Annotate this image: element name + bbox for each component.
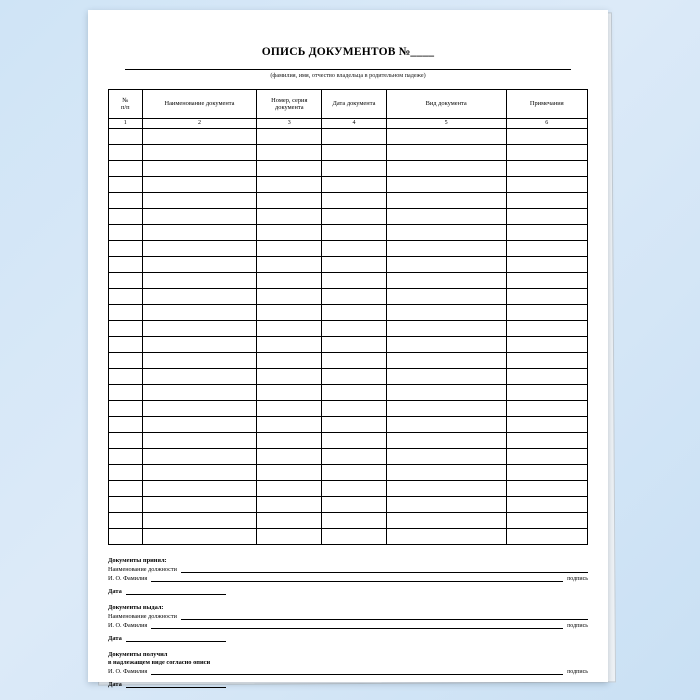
table-cell[interactable] [109, 369, 143, 385]
table-cell[interactable] [109, 481, 143, 497]
col-header-doc-date-text: Дата документа [332, 100, 376, 108]
table-cell[interactable] [257, 449, 322, 465]
table-cell[interactable] [109, 145, 143, 161]
table-row[interactable] [109, 353, 588, 369]
table-cell[interactable] [386, 385, 506, 401]
table-cell[interactable] [506, 241, 587, 257]
col-number-5: 5 [386, 119, 506, 129]
table-cell[interactable] [506, 321, 587, 337]
table-cell[interactable] [109, 193, 143, 209]
table-cell[interactable] [386, 225, 506, 241]
table-cell[interactable] [322, 337, 387, 353]
table-cell[interactable] [506, 513, 587, 529]
col-header-doc-name [142, 90, 257, 119]
date-field-row [108, 634, 588, 642]
table-row[interactable] [109, 193, 588, 209]
table-cell[interactable] [257, 225, 322, 241]
table-cell[interactable] [257, 513, 322, 529]
table-cell[interactable] [386, 241, 506, 257]
table-cell[interactable] [322, 481, 387, 497]
signature-block-title: Документы получил [108, 651, 168, 658]
table-cell[interactable] [322, 417, 387, 433]
signature-field-row [108, 667, 588, 675]
table-cell[interactable] [109, 257, 143, 273]
table-cell[interactable] [257, 481, 322, 497]
table-cell[interactable] [322, 433, 387, 449]
table-cell[interactable] [506, 305, 587, 321]
signature-field-row [108, 574, 588, 582]
table-row[interactable] [109, 529, 588, 545]
col-header-doc-name-text: Наименование документа [164, 100, 235, 108]
table-cell[interactable] [386, 305, 506, 321]
table-row[interactable] [109, 481, 588, 497]
table-header-row [109, 90, 588, 119]
table-row[interactable] [109, 433, 588, 449]
table-row[interactable] [109, 497, 588, 513]
date-field-line[interactable] [126, 587, 226, 595]
table-cell[interactable] [386, 193, 506, 209]
table-cell[interactable] [386, 401, 506, 417]
documents-table [108, 89, 588, 545]
table-cell[interactable] [142, 417, 257, 433]
table-row[interactable] [109, 161, 588, 177]
table-cell[interactable] [109, 321, 143, 337]
table-cell[interactable] [506, 449, 587, 465]
table-cell[interactable] [322, 209, 387, 225]
table-cell[interactable] [322, 193, 387, 209]
table-cell[interactable] [506, 129, 587, 145]
table-cell[interactable] [322, 129, 387, 145]
col-header-number-text: № п/п [120, 96, 130, 111]
table-cell[interactable] [386, 513, 506, 529]
col-number-4: 4 [322, 119, 387, 129]
date-field-line[interactable] [126, 634, 226, 642]
table-cell[interactable] [109, 129, 143, 145]
col-header-number [109, 90, 143, 119]
table-cell[interactable] [386, 465, 506, 481]
table-cell[interactable] [506, 433, 587, 449]
table-cell[interactable] [109, 497, 143, 513]
table-cell[interactable] [386, 321, 506, 337]
table-cell[interactable] [386, 353, 506, 369]
signature-field-label: Наименование должности [108, 613, 177, 620]
table-cell[interactable] [322, 449, 387, 465]
table-cell[interactable] [506, 417, 587, 433]
table-cell[interactable] [322, 401, 387, 417]
table-cell[interactable] [322, 273, 387, 289]
table-cell[interactable] [257, 369, 322, 385]
table-cell[interactable] [109, 241, 143, 257]
signature-field-line[interactable] [181, 612, 588, 620]
table-cell[interactable] [142, 385, 257, 401]
table-cell[interactable] [506, 401, 587, 417]
table-cell[interactable] [386, 289, 506, 305]
table-cell[interactable] [322, 161, 387, 177]
col-header-doc-series-text: Номер, серия документа [271, 96, 308, 111]
table-cell[interactable] [257, 241, 322, 257]
date-field-label: Дата [108, 588, 122, 595]
table-cell[interactable] [386, 337, 506, 353]
table-cell[interactable] [506, 177, 587, 193]
table-cell[interactable] [257, 177, 322, 193]
table-cell[interactable] [322, 225, 387, 241]
table-cell[interactable] [386, 145, 506, 161]
table-header [109, 90, 588, 129]
signature-field-caption: подпись [567, 623, 588, 629]
table-cell[interactable] [142, 209, 257, 225]
col-number-6: 6 [506, 119, 587, 129]
col-header-doc-date [322, 90, 387, 119]
table-cell[interactable] [142, 257, 257, 273]
table-cell[interactable] [386, 129, 506, 145]
table-cell[interactable] [386, 257, 506, 273]
signature-field-label: И. О. Фамилия [108, 575, 148, 582]
table-cell[interactable] [506, 353, 587, 369]
table-cell[interactable] [322, 353, 387, 369]
signature-field-row [108, 621, 588, 629]
table-row[interactable] [109, 401, 588, 417]
table-cell[interactable] [109, 161, 143, 177]
table-cell[interactable] [109, 305, 143, 321]
signature-field-caption: подпись [567, 576, 588, 582]
signature-field-caption: подпись [567, 669, 588, 675]
signature-field-row [108, 565, 588, 573]
table-cell[interactable] [506, 225, 587, 241]
date-field-label: Дата [108, 635, 122, 642]
table-cell[interactable] [322, 497, 387, 513]
table-cell[interactable] [386, 209, 506, 225]
signature-field-line[interactable] [181, 565, 588, 573]
table-cell[interactable] [322, 305, 387, 321]
table-cell[interactable] [386, 529, 506, 545]
table-body [109, 129, 588, 545]
table-cell[interactable] [257, 417, 322, 433]
signature-block-subtitle: в надлежащем виде согласно описи [108, 659, 211, 666]
table-cell[interactable] [142, 129, 257, 145]
table-cell[interactable] [322, 145, 387, 161]
table-cell[interactable] [506, 289, 587, 305]
signature-block-title: Документы выдал: [108, 604, 164, 611]
table-cell[interactable] [109, 209, 143, 225]
table-cell[interactable] [109, 513, 143, 529]
table-cell[interactable] [142, 145, 257, 161]
signature-field-line[interactable] [151, 574, 563, 582]
table-cell[interactable] [257, 209, 322, 225]
table-row[interactable] [109, 321, 588, 337]
signature-block [108, 651, 588, 688]
signature-field-row [108, 612, 588, 620]
table-cell[interactable] [257, 433, 322, 449]
col-header-notes [506, 90, 587, 119]
signature-block [108, 604, 588, 642]
table-column-number-row [109, 119, 588, 129]
table-cell[interactable] [142, 321, 257, 337]
table-cell[interactable] [506, 145, 587, 161]
signature-block [108, 557, 588, 595]
date-field-row [108, 587, 588, 595]
table-cell[interactable] [506, 161, 587, 177]
document-sheet [88, 10, 608, 688]
table-cell[interactable] [142, 497, 257, 513]
owner-name-caption: (фамилия, имя, отчество владельца в родительном падеже) [270, 72, 426, 79]
table-cell[interactable] [386, 433, 506, 449]
col-number-1: 1 [109, 119, 143, 129]
table-cell[interactable] [257, 273, 322, 289]
signature-field-label: И. О. Фамилия [108, 622, 148, 629]
table-row[interactable] [109, 289, 588, 305]
table-cell[interactable] [142, 513, 257, 529]
table-cell[interactable] [142, 289, 257, 305]
col-number-2: 2 [142, 119, 257, 129]
table-cell[interactable] [142, 449, 257, 465]
table-cell[interactable] [386, 273, 506, 289]
table-cell[interactable] [142, 225, 257, 241]
table-cell[interactable] [109, 273, 143, 289]
table-cell[interactable] [257, 193, 322, 209]
table-cell[interactable] [109, 449, 143, 465]
table-row[interactable] [109, 225, 588, 241]
date-field-label: Дата [108, 681, 122, 688]
table-row[interactable] [109, 369, 588, 385]
col-header-doc-type-text: Вид документа [425, 100, 467, 108]
page-title: ОПИСЬ ДОКУМЕНТОВ №____ [261, 46, 435, 58]
table-cell[interactable] [257, 289, 322, 305]
table-row[interactable] [109, 513, 588, 529]
signature-field-label: Наименование должности [108, 566, 177, 573]
table-row[interactable] [109, 257, 588, 273]
table-cell[interactable] [142, 241, 257, 257]
table-cell[interactable] [109, 353, 143, 369]
table-cell[interactable] [257, 145, 322, 161]
table-cell[interactable] [257, 401, 322, 417]
signature-field-line[interactable] [151, 667, 563, 675]
table-cell[interactable] [257, 497, 322, 513]
col-number-3: 3 [257, 119, 322, 129]
table-row[interactable] [109, 417, 588, 433]
signature-section [108, 557, 588, 688]
owner-name-rule [125, 68, 571, 70]
table-cell[interactable] [506, 369, 587, 385]
table-row[interactable] [109, 129, 588, 145]
table-cell[interactable] [109, 385, 143, 401]
table-cell[interactable] [322, 465, 387, 481]
table-cell[interactable] [142, 193, 257, 209]
table-cell[interactable] [322, 257, 387, 273]
signature-field-label: И. О. Фамилия [108, 668, 148, 675]
table-cell[interactable] [506, 529, 587, 545]
table-cell[interactable] [386, 449, 506, 465]
table-cell[interactable] [142, 337, 257, 353]
table-cell[interactable] [322, 177, 387, 193]
table-cell[interactable] [142, 529, 257, 545]
table-cell[interactable] [506, 481, 587, 497]
table-cell[interactable] [506, 257, 587, 273]
table-cell[interactable] [109, 465, 143, 481]
table-row[interactable] [109, 209, 588, 225]
table-cell[interactable] [386, 417, 506, 433]
table-cell[interactable] [506, 193, 587, 209]
table-cell[interactable] [142, 481, 257, 497]
signature-field-line[interactable] [151, 621, 563, 629]
col-header-doc-type [386, 90, 506, 119]
table-cell[interactable] [257, 529, 322, 545]
table-cell[interactable] [109, 337, 143, 353]
table-cell[interactable] [322, 529, 387, 545]
table-cell[interactable] [109, 177, 143, 193]
table-row[interactable] [109, 177, 588, 193]
table-cell[interactable] [257, 465, 322, 481]
table-cell[interactable] [142, 401, 257, 417]
table-cell[interactable] [257, 337, 322, 353]
table-cell[interactable] [142, 273, 257, 289]
table-cell[interactable] [109, 289, 143, 305]
table-cell[interactable] [142, 177, 257, 193]
table-cell[interactable] [109, 529, 143, 545]
table-cell[interactable] [322, 369, 387, 385]
signature-block-title: Документы принял: [108, 557, 167, 564]
table-cell[interactable] [322, 289, 387, 305]
table-cell[interactable] [109, 401, 143, 417]
table-cell[interactable] [257, 305, 322, 321]
table-cell[interactable] [506, 385, 587, 401]
table-cell[interactable] [386, 369, 506, 385]
table-row[interactable] [109, 305, 588, 321]
table-cell[interactable] [386, 161, 506, 177]
col-header-notes-text: Примечания [529, 100, 564, 108]
table-cell[interactable] [257, 321, 322, 337]
table-cell[interactable] [322, 321, 387, 337]
table-cell[interactable] [386, 177, 506, 193]
table-row[interactable] [109, 145, 588, 161]
table-row[interactable] [109, 449, 588, 465]
table-row[interactable] [109, 337, 588, 353]
table-cell[interactable] [142, 369, 257, 385]
table-cell[interactable] [322, 385, 387, 401]
table-cell[interactable] [257, 385, 322, 401]
table-cell[interactable] [506, 209, 587, 225]
table-cell[interactable] [257, 161, 322, 177]
table-cell[interactable] [257, 353, 322, 369]
table-cell[interactable] [142, 161, 257, 177]
table-cell[interactable] [322, 513, 387, 529]
table-cell[interactable] [506, 497, 587, 513]
table-cell[interactable] [257, 257, 322, 273]
table-row[interactable] [109, 385, 588, 401]
table-cell[interactable] [109, 417, 143, 433]
table-cell[interactable] [142, 433, 257, 449]
table-row[interactable] [109, 241, 588, 257]
table-cell[interactable] [322, 241, 387, 257]
table-cell[interactable] [506, 273, 587, 289]
table-cell[interactable] [506, 337, 587, 353]
table-cell[interactable] [142, 305, 257, 321]
table-cell[interactable] [386, 481, 506, 497]
table-cell[interactable] [109, 225, 143, 241]
table-cell[interactable] [257, 129, 322, 145]
table-cell[interactable] [386, 497, 506, 513]
col-header-doc-series [257, 90, 322, 119]
table-cell[interactable] [142, 465, 257, 481]
table-cell[interactable] [109, 433, 143, 449]
date-field-line[interactable] [126, 680, 226, 688]
table-row[interactable] [109, 465, 588, 481]
table-row[interactable] [109, 273, 588, 289]
date-field-row [108, 680, 588, 688]
table-cell[interactable] [506, 465, 587, 481]
table-cell[interactable] [142, 353, 257, 369]
